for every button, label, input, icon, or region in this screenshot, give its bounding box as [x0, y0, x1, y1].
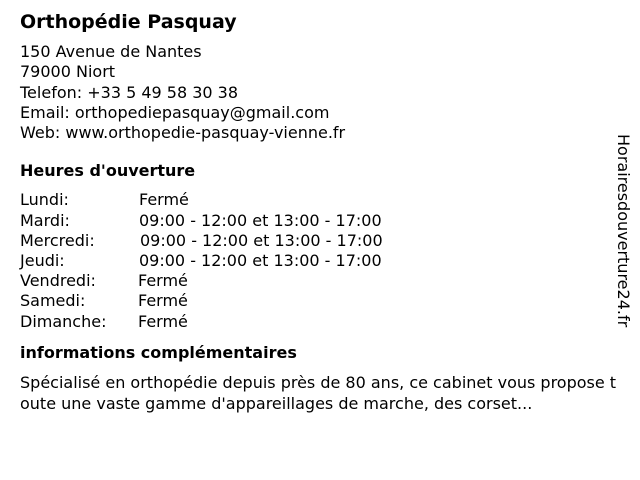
business-card: [20, 10, 617, 414]
opening-hours-table: [20, 190, 610, 331]
hours-row-lundi: [20, 190, 610, 210]
contact-block: [20, 42, 610, 143]
address-street: 150 Avenue de Nantes: [20, 42, 202, 61]
hours-row-vendredi: [20, 271, 610, 291]
web-line: Web: www.orthopedie-pasquay-vienne.fr: [20, 123, 346, 143]
day-label: Jeudi:: [20, 251, 65, 271]
opening-hours-heading: Heures d'ouverture: [20, 161, 196, 181]
additional-info-heading: informations complémentaires: [20, 342, 297, 362]
day-label: Lundi:: [20, 190, 69, 210]
day-label: Samedi:: [20, 291, 86, 311]
address-city: 79000 Niort: [20, 62, 116, 82]
hours-row-dimanche: [20, 312, 610, 332]
day-hours: 09:00 - 12:00 et 13:00 - 17:00: [139, 251, 382, 271]
day-label: Mardi:: [20, 210, 70, 230]
hours-row-mardi: [20, 211, 610, 231]
day-hours: Fermé: [138, 311, 188, 331]
day-hours: 09:00 - 12:00 et 13:00 - 17:00: [139, 210, 382, 230]
day-hours: 09:00 - 12:00 et 13:00 - 17:00: [140, 230, 383, 250]
email-line: Email: orthopediepasquay@gmail.com: [20, 102, 330, 122]
day-hours: Fermé: [138, 271, 188, 291]
day-label: Mercredi:: [20, 230, 95, 250]
site-brand-vertical: Horairesdouverture24.fr: [614, 134, 633, 328]
hours-row-jeudi: [20, 251, 610, 271]
day-label: Vendredi:: [20, 271, 96, 291]
hours-row-samedi: [20, 291, 610, 311]
day-label: Dimanche:: [20, 311, 107, 331]
day-hours: Fermé: [138, 291, 188, 311]
day-hours: Fermé: [139, 190, 189, 210]
hours-row-mercredi: [20, 231, 610, 251]
business-name: Orthopédie Pasquay: [20, 11, 237, 33]
phone-line: Telefon: +33 5 49 58 30 38: [20, 82, 239, 102]
business-description: Spécialisé en orthopédie depuis près de 80 ans, ce cabinet vous propose toute une vaste gamme d'appareillages de marche, des corset...: [20, 372, 617, 413]
